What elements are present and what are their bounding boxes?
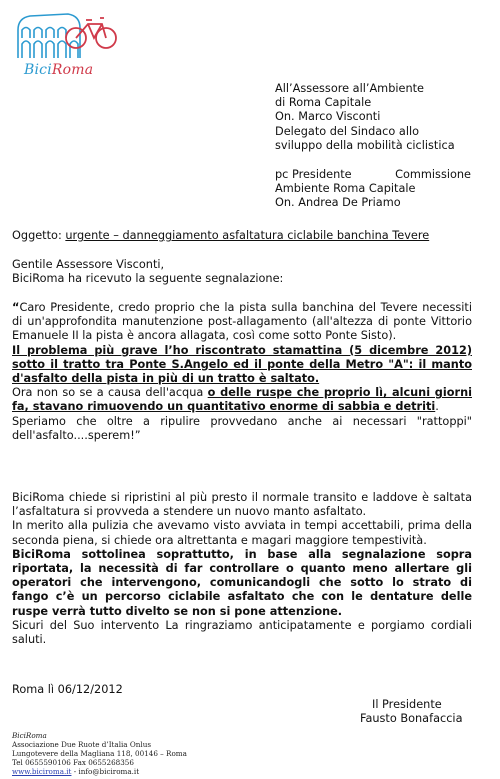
quote-paragraph: Ora non so se a causa dell'acqua o delle ruspe che proprio lì, alcuni giorni fa, stavano rimuovendo un quantitativo enorme di sabbia e detriti. xyxy=(12,386,472,414)
quote-paragraph: “Caro Presidente, credo proprio che la pista sulla banchina del Tevere necessiti di un'approfondita manutenzione post-allagamento (all'altezza di ponte Vittorio Emanuele II la pista è ancora allagata, così come sotto Ponte Sisto). xyxy=(12,301,472,343)
recipient-block xyxy=(275,82,455,153)
logo-wordmark: BiciRoma xyxy=(24,62,94,78)
colosseum-bicycle-icon xyxy=(10,8,120,64)
body-paragraph: BiciRoma chiede si ripristini al più presto il normale transito e laddove è saltata l’asfaltatura si provveda a stendere un nuovo manto asfaltato. xyxy=(12,491,472,519)
cc-line: Ambiente Roma Capitale xyxy=(275,182,416,196)
body-paragraph: Sicuri del Suo intervento La ringraziamo anticipatamente e porgiamo cordiali saluti. xyxy=(12,618,472,647)
footer-assoc: Associazione Due Ruote d’Italia Onlus xyxy=(12,740,152,749)
cc-line: pc Presidente xyxy=(275,168,352,181)
cc-line: Commissione xyxy=(395,168,471,181)
quote-paragraph: Il problema più grave l’ho riscontrato stamattina (5 dicembre 2012) sotto il tratto tra Ponte S.Angelo ed il ponte della Metro "A": il manto d'asfalto della pista in più di un tratto è saltato. xyxy=(12,343,472,386)
subject-label: Oggetto: xyxy=(12,229,62,242)
recipient-line: di Roma Capitale xyxy=(275,96,372,110)
footer-email: - info@biciroma.it xyxy=(71,767,140,776)
recipient-line: On. Marco Visconti xyxy=(275,110,381,124)
body-paragraph: In merito alla pulizia che avevamo visto avviata in tempi accettabili, prima della seconda piena, si chiede ora altrettanta e magari maggiore tempestività. xyxy=(12,519,472,547)
footer-contacts xyxy=(12,767,187,776)
footer xyxy=(12,731,187,776)
recipient-line: All’Assessore all’Ambiente xyxy=(275,82,424,95)
quoted-report xyxy=(12,301,472,443)
letter-body xyxy=(12,491,472,647)
signature-title: Il Presidente xyxy=(372,698,442,711)
signature-name: Fausto Bonafaccia xyxy=(360,712,463,726)
subject-line xyxy=(12,229,429,242)
website-link[interactable]: www.biciroma.it xyxy=(12,767,72,776)
cc-block xyxy=(275,168,471,211)
quote-paragraph: Speriamo che oltre a ripulire provvedano anche ai necessari "rattoppi" dell'asfalto....sperem!” xyxy=(12,414,472,442)
letter-date: Roma lì 06/12/2012 xyxy=(12,683,123,696)
subject-text: urgente – danneggiamento asfaltatura ciclabile banchina Tevere xyxy=(65,229,430,242)
footer-phone: Tel 0655590106 Fax 0655268356 xyxy=(12,758,134,767)
body-paragraph: BiciRoma sottolinea soprattutto, in base alla segnalazione sopra riportata, la necessità di far controllare o quanto meno allertare gli operatori che intervengono, comunicandogli che sotto lo strato di fango c’è un percorso ciclabile asfaltato che con le dentature delle ruspe verrà tutto divelto se non si pone attenzione. xyxy=(12,547,472,618)
greeting: Gentile Assessore Visconti, BiciRoma ha ricevuto la seguente segnalazione: xyxy=(12,258,284,286)
biciroma-logo xyxy=(10,8,120,78)
cc-line: On. Andrea De Priamo xyxy=(275,196,401,210)
footer-org: BiciRoma xyxy=(12,731,47,740)
footer-address: Lungotevere della Magliana 118, 00146 – Roma xyxy=(12,749,187,758)
recipient-line: Delegato del Sindaco allo xyxy=(275,124,420,138)
recipient-line: sviluppo della mobilità ciclistica xyxy=(275,138,455,152)
signature-block xyxy=(360,698,463,726)
